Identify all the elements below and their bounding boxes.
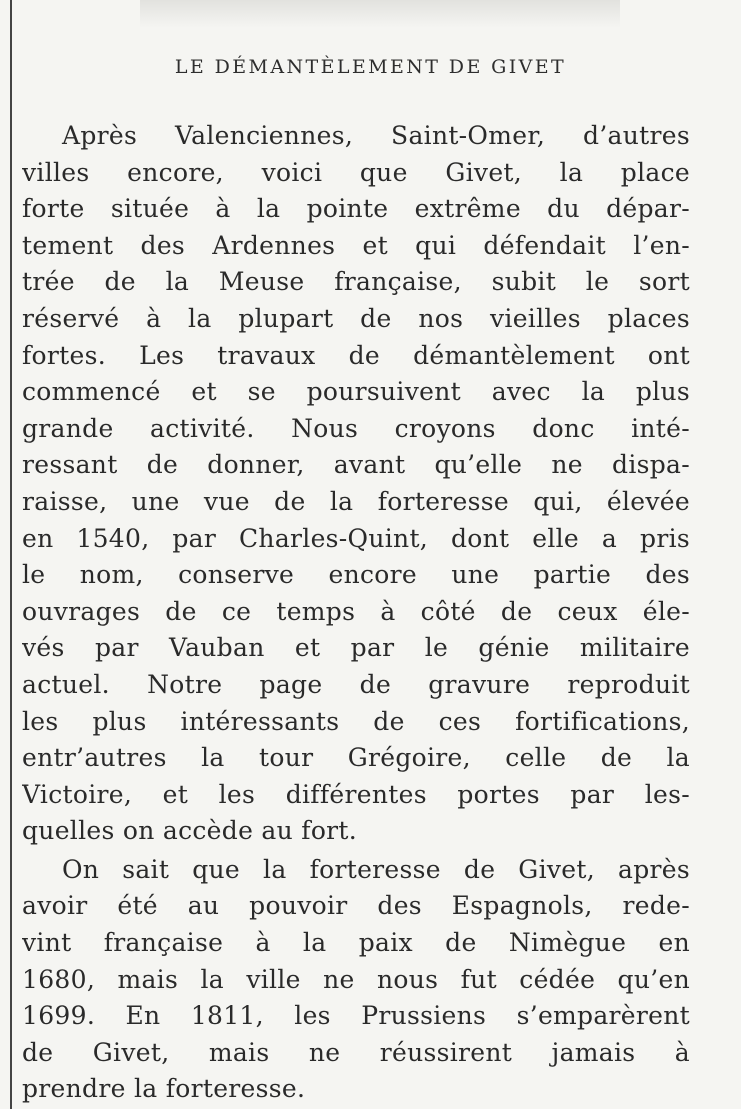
text-line: vés par Vauban et par le génie militaire — [22, 633, 690, 663]
text-line: On sait que la forteresse de Givet, après — [62, 854, 690, 884]
text-line: le nom, conserve encore une partie des — [22, 560, 690, 590]
text-line: les plus intéressants de ces fortifications, — [22, 706, 690, 736]
text-line: villes encore, voici que Givet, la place — [22, 157, 690, 187]
text-line: trée de la Meuse française, subit le sort — [22, 267, 690, 297]
text-line: 1699. En 1811, les Prussiens s’emparèrent — [22, 1001, 690, 1031]
text-line: 1680, mais la ville ne nous fut cédée qu’en — [22, 964, 690, 994]
paragraph-1 — [22, 118, 690, 850]
text-line: grande activité. Nous croyons donc inté- — [22, 413, 690, 443]
text-line: quelles on accède au fort. — [22, 816, 358, 846]
article-title: LE DÉMANTÈLEMENT DE GIVET — [174, 56, 567, 78]
text-line: raisse, une vue de la forteresse qui, élevée — [22, 486, 690, 516]
text-line: entr’autres la tour Grégoire, celle de la — [22, 743, 690, 773]
text-line: de Givet, mais ne réussirent jamais à — [22, 1037, 690, 1067]
text-line: réservé à la plupart de nos vieilles places — [22, 303, 690, 333]
article-body — [22, 118, 690, 1108]
text-line: ouvrages de ce temps à côté de ceux éle- — [22, 596, 690, 626]
text-line: forte située à la pointe extrême du dépar- — [22, 194, 690, 224]
left-margin-rule — [10, 0, 12, 1109]
paragraph-2 — [22, 852, 690, 1108]
text-line: en 1540, par Charles-Quint, dont elle a pris — [22, 523, 690, 553]
text-line: avoir été au pouvoir des Espagnols, rede- — [22, 891, 690, 921]
text-line: actuel. Notre page de gravure reproduit — [22, 669, 690, 699]
text-line: commencé et se poursuivent avec la plus — [22, 377, 690, 407]
text-line: vint française à la paix de Nimègue en — [22, 928, 690, 958]
text-line: Après Valenciennes, Saint-Omer, d’autres — [62, 121, 690, 150]
top-bleed-through — [140, 0, 620, 28]
text-line: tement des Ardennes et qui défendait l’en- — [22, 230, 690, 260]
text-line: prendre la forteresse. — [22, 1074, 306, 1104]
text-line: ressant de donner, avant qu’elle ne dispa- — [22, 450, 690, 480]
text-line: fortes. Les travaux de démantèlement ont — [22, 340, 690, 370]
text-line: Victoire, et les différentes portes par les- — [22, 779, 690, 809]
